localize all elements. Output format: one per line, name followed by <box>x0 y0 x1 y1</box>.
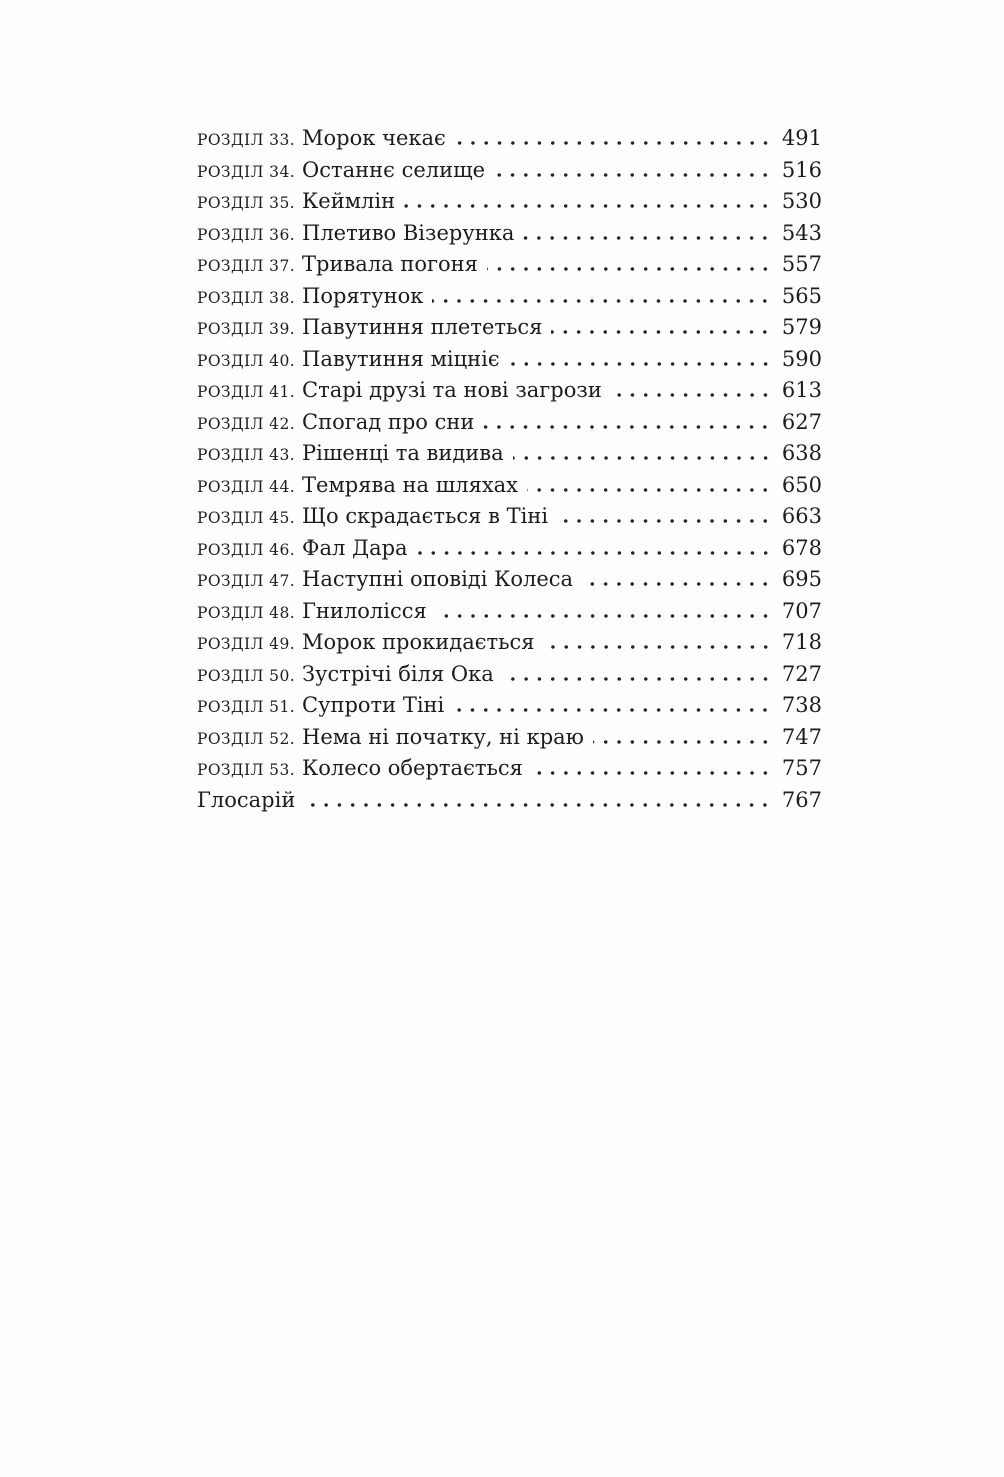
chapter-label: РОЗДІЛ 44. <box>197 477 296 496</box>
chapter-title: Плетиво Візерунка <box>302 220 515 245</box>
chapter-title: Наступні оповіді Колеса <box>302 567 574 591</box>
page-number: 627 <box>781 409 822 434</box>
toc-row <box>197 788 822 820</box>
chapter-label: РОЗДІЛ 51. <box>197 698 296 716</box>
leader-dots <box>487 267 776 271</box>
chapter-title: Глосарій <box>197 787 296 812</box>
chapter-label: РОЗДІЛ 45. <box>197 509 296 527</box>
page-number: 767 <box>781 787 822 812</box>
page-number: 590 <box>781 346 822 371</box>
chapter-title: Колесо обертається <box>302 756 523 780</box>
toc-row <box>197 756 822 788</box>
chapter-label: РОЗДІЛ 43. <box>197 446 296 464</box>
chapter-label: РОЗДІЛ 37. <box>197 257 296 275</box>
chapter-title: Останнє селище <box>302 157 486 182</box>
toc-row <box>197 158 822 190</box>
chapter-title: Кеймлін <box>302 189 396 213</box>
page-number: 638 <box>781 441 822 465</box>
leader-dots <box>436 614 776 618</box>
toc-row <box>197 378 822 410</box>
leader-dots <box>527 488 776 492</box>
toc-row <box>197 347 822 379</box>
toc-row <box>197 221 822 253</box>
toc-row <box>197 252 822 284</box>
toc-row <box>197 662 822 694</box>
toc-row <box>197 315 822 347</box>
leader-dots <box>483 425 776 429</box>
chapter-label: РОЗДІЛ 49. <box>197 635 296 653</box>
chapter-title: Фал Дара <box>302 535 408 560</box>
chapter-title: Порятунок <box>302 283 424 308</box>
page-number: 565 <box>781 283 822 308</box>
chapter-title: Що скрадається в Тіні <box>302 504 549 528</box>
chapter-title: Морок чекає <box>302 126 446 150</box>
page-number: 516 <box>781 157 822 182</box>
leader-dots <box>544 645 776 649</box>
leader-dots <box>417 551 776 555</box>
leader-dots <box>404 204 776 208</box>
leader-dots <box>611 393 776 397</box>
leader-dots <box>455 141 776 145</box>
chapter-label: РОЗДІЛ 48. <box>197 603 296 622</box>
toc-row <box>197 693 822 725</box>
chapter-label: РОЗДІЛ 33. <box>197 131 296 149</box>
leader-dots <box>523 236 776 240</box>
chapter-label: РОЗДІЛ 52. <box>197 729 296 748</box>
page-number: 557 <box>781 252 822 276</box>
leader-dots <box>509 362 776 366</box>
page-number: 718 <box>781 630 822 654</box>
chapter-label: РОЗДІЛ 50. <box>197 666 296 685</box>
page-number: 650 <box>781 472 822 497</box>
toc-row <box>197 284 822 316</box>
page-number: 663 <box>781 504 822 528</box>
page-number: 727 <box>781 661 822 686</box>
chapter-label: РОЗДІЛ 38. <box>197 288 296 307</box>
chapter-title: Рішенці та видива <box>302 441 504 465</box>
chapter-label: РОЗДІЛ 42. <box>197 414 296 433</box>
toc-row <box>197 567 822 599</box>
toc-row <box>197 410 822 442</box>
toc-row <box>197 504 822 536</box>
page-number: 738 <box>781 693 822 717</box>
table-of-contents <box>197 126 822 819</box>
toc-row <box>197 441 822 473</box>
chapter-label: РОЗДІЛ 40. <box>197 351 296 370</box>
leader-dots <box>593 740 776 744</box>
chapter-label: РОЗДІЛ 39. <box>197 320 296 338</box>
chapter-label: РОЗДІЛ 35. <box>197 194 296 212</box>
chapter-title: Зустрічі біля Ока <box>302 661 494 686</box>
toc-row <box>197 536 822 568</box>
leader-dots <box>503 677 776 681</box>
toc-row <box>197 725 822 757</box>
chapter-title: Морок прокидається <box>302 630 535 654</box>
chapter-title: Темрява на шляхах <box>302 472 519 497</box>
page-number: 613 <box>781 378 822 402</box>
page-number: 747 <box>781 724 822 749</box>
leader-dots <box>513 456 776 460</box>
leader-dots <box>557 519 776 523</box>
chapter-title: Супроти Тіні <box>302 693 445 717</box>
toc-row <box>197 189 822 221</box>
toc-row <box>197 630 822 662</box>
toc-row <box>197 473 822 505</box>
page-number: 707 <box>781 598 822 623</box>
chapter-title: Нема ні початку, ні краю <box>302 724 584 749</box>
page-number: 757 <box>781 756 822 780</box>
page-number: 491 <box>781 126 822 150</box>
chapter-label: РОЗДІЛ 34. <box>197 162 296 181</box>
chapter-label: РОЗДІЛ 36. <box>197 225 296 244</box>
chapter-label: РОЗДІЛ 53. <box>197 761 296 779</box>
page-number: 678 <box>781 535 822 560</box>
chapter-title: Тривала погоня <box>302 252 478 276</box>
chapter-title: Старі друзі та нові загрози <box>302 378 602 402</box>
chapter-title: Спогад про сни <box>302 409 475 434</box>
chapter-label: РОЗДІЛ 46. <box>197 540 296 559</box>
leader-dots <box>304 803 776 807</box>
chapter-label: РОЗДІЛ 47. <box>197 572 296 590</box>
leader-dots <box>453 708 776 712</box>
leader-dots <box>494 173 776 177</box>
toc-row <box>197 126 822 158</box>
chapter-label: РОЗДІЛ 41. <box>197 383 296 401</box>
toc-row <box>197 599 822 631</box>
chapter-title: Павутиння плететься <box>302 315 543 339</box>
chapter-title: Павутиння міцніє <box>302 346 500 371</box>
page-number: 695 <box>781 567 822 591</box>
leader-dots <box>551 330 775 334</box>
chapter-title: Гнилолісся <box>302 598 427 623</box>
page-number: 543 <box>781 220 822 245</box>
page-number: 530 <box>781 189 822 213</box>
leader-dots <box>582 582 776 586</box>
page-number: 579 <box>781 315 822 339</box>
leader-dots <box>532 771 776 775</box>
leader-dots <box>432 299 775 303</box>
